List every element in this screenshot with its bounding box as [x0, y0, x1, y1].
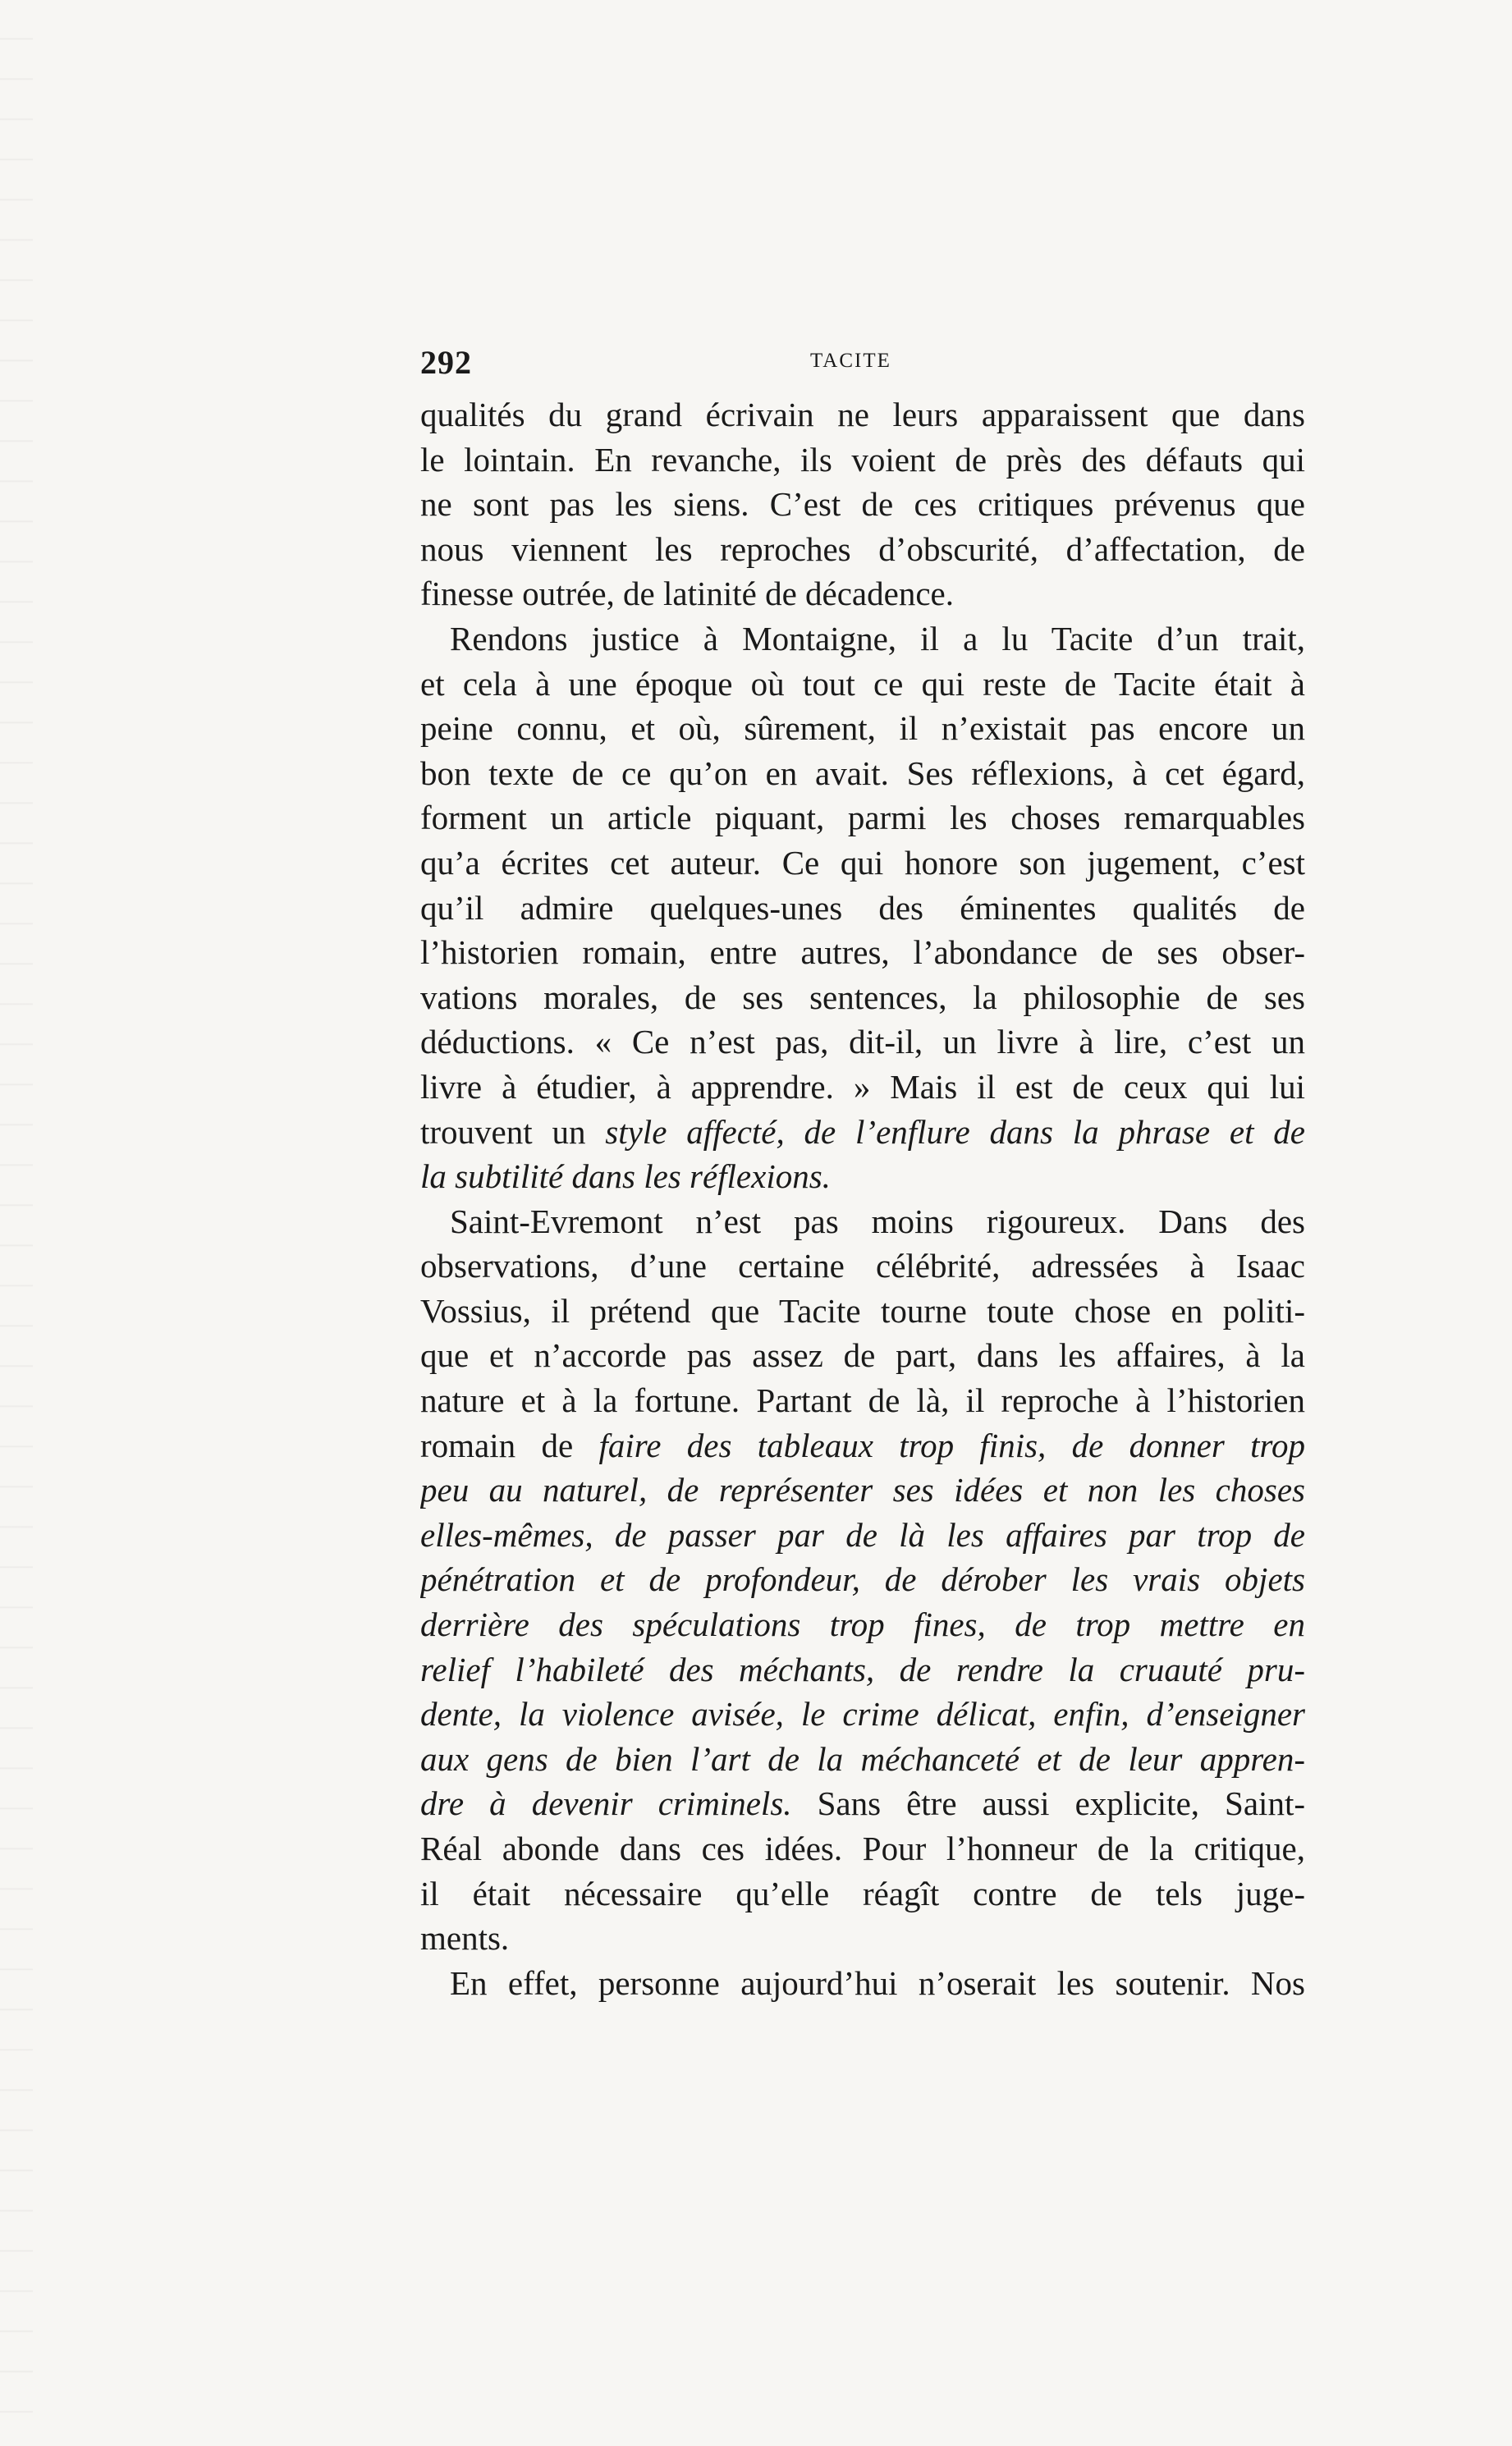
text-italic: dente, la violence avisée, le crime délicat, enfin, d’enseigner — [420, 1695, 1305, 1734]
text-line: déductions. « Ce n’est pas, dit-il, un livre à lire, c’est un — [420, 1023, 1305, 1061]
text-line: qu’a écrites cet auteur. Ce qui honore son jugement, c’est — [420, 843, 1305, 882]
text-italic: relief l’habileté des méchants, de rendre la cruauté pru- — [420, 1650, 1305, 1688]
text-italic: la subtilité dans les réflexions. — [420, 1157, 831, 1196]
body-text — [420, 392, 1305, 2005]
text-line: le lointain. En revanche, ils voient de près des défauts qui — [420, 440, 1305, 479]
text-line: nature et à la fortune. Partant de là, il reproche à l’historien — [420, 1381, 1305, 1420]
text-roman: romain de — [420, 1426, 599, 1464]
text-roman: Sans être aussi explicite, Saint- — [791, 1784, 1305, 1823]
text-line — [420, 1468, 1305, 1513]
text-line: finesse outrée, de latinité de décadence. — [420, 575, 954, 613]
text-italic: dre à devenir criminels. — [420, 1784, 792, 1823]
text-line — [420, 1692, 1305, 1737]
text-line — [420, 1602, 1305, 1647]
text-italic: peu au naturel, de représenter ses idées et non les choses — [420, 1471, 1305, 1509]
text-roman: trouvent un — [420, 1112, 606, 1151]
text-italic: derrière des spéculations trop fines, de trop mettre en — [420, 1605, 1305, 1644]
text-line — [420, 1781, 1305, 1826]
page-edge-shadow — [0, 0, 33, 2446]
text-line — [420, 1154, 1305, 1199]
text-italic: faire des tableaux trop finis, de donner trop — [598, 1426, 1305, 1464]
text-line — [420, 1647, 1305, 1693]
text-line: Vossius, il prétend que Tacite tourne toute chose en politi- — [420, 1291, 1305, 1330]
text-line: observations, d’une certaine célébrité, adressées à Isaac — [420, 1247, 1305, 1285]
text-line — [420, 1737, 1305, 1782]
text-line — [420, 1557, 1305, 1602]
text-line: nous viennent les reproches d’obscurité, d’affectation, de — [420, 529, 1305, 568]
paragraph-first-line: Rendons justice à Montaigne, il a lu Tacite d’un trait, — [450, 619, 1305, 657]
text-line: il était nécessaire qu’elle réagît contre de tels juge- — [420, 1874, 1305, 1912]
paragraph-first-line: Saint-Evremont n’est pas moins rigoureux. Dans des — [450, 1202, 1305, 1240]
text-line: ne sont pas les siens. C’est de ces critiques prévenus que — [420, 485, 1305, 524]
text-italic: aux gens de bien l’art de la méchanceté et de leur appren- — [420, 1739, 1305, 1778]
text-line: bon texte de ce qu’on en avait. Ses réflexions, à cet égard, — [420, 753, 1305, 792]
text-line: qualités du grand écrivain ne leurs apparaissent que dans — [420, 396, 1305, 433]
text-line: qu’il admire quelques-unes des éminentes qualités de — [420, 888, 1305, 927]
text-line: Réal abonde dans ces idées. Pour l’honneur de la critique, — [420, 1830, 1305, 1867]
text-line: ments. — [420, 1919, 510, 1958]
page-number: 292 — [420, 344, 472, 381]
text-line: peine connu, et où, sûrement, il n’existait pas encore un — [420, 709, 1305, 748]
text-italic: style affecté, de l’enflure dans la phrase et de — [605, 1112, 1305, 1151]
text-line: et cela à une époque où tout ce qui reste de Tacite était à — [420, 664, 1305, 703]
text-line: forment un article piquant, parmi les choses remarquables — [420, 799, 1305, 837]
running-head — [420, 343, 1307, 392]
paragraph-first-line: En effet, personne aujourd’hui n’oserait les soutenir. Nos — [450, 1963, 1305, 2002]
text-italic: pénétration et de profondeur, de dérober les vrais objets — [420, 1560, 1305, 1599]
text-italic: elles-mêmes, de passer par de là les affaires par trop de — [420, 1515, 1305, 1554]
text-line — [420, 1513, 1305, 1558]
text-line: vations morales, de ses sentences, la philosophie de ses — [420, 978, 1305, 1016]
text-line: l’historien romain, entre autres, l’abondance de ses obser- — [420, 933, 1305, 972]
text-line — [420, 1110, 1305, 1155]
running-title: TACITE — [810, 350, 891, 372]
text-line: que et n’accorde pas assez de part, dans les affaires, à la — [420, 1336, 1305, 1375]
text-line: livre à étudier, à apprendre. » Mais il est de ceux qui lui — [420, 1067, 1305, 1106]
text-line — [420, 1423, 1305, 1468]
